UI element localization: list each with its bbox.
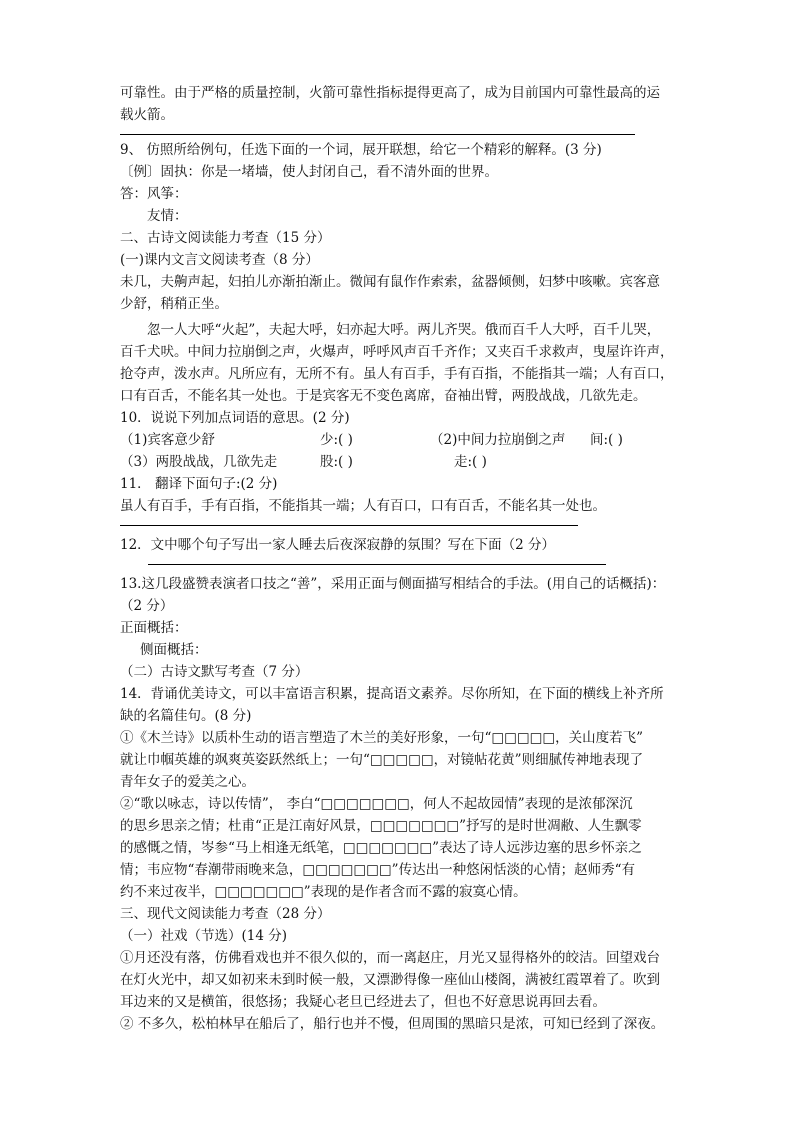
- section2-sub1-title: (一)课内文言文阅读考查（8 分）: [120, 252, 319, 268]
- q9-answer-friendship: 友情：: [147, 208, 188, 224]
- section3-sub1-title: （一）社戏（节选）(14 分): [120, 928, 288, 944]
- section2-title: 二、古诗文阅读能力考查（15 分）: [120, 230, 331, 246]
- modern-para2-line1: ② 不多久，松柏林早在船后了，船行也并不慢，但周围的黑暗只是浓，可知已经到了深夜。: [120, 1016, 665, 1032]
- q10-item2-answer[interactable]: 间:( ): [590, 432, 623, 448]
- q13-stem-line2: （2 分）: [120, 598, 174, 614]
- classical-para1-line1: 未几，夫齁声起，妇拍儿亦渐拍渐止。微闻有鼠作作索索，盆器倾侧，妇梦中咳嗽。宾客意: [120, 274, 660, 290]
- q10-item4-answer[interactable]: 走:( ): [454, 454, 487, 470]
- q10-item1-answer[interactable]: 少:( ): [320, 432, 353, 448]
- q11-stem: 11． 翻译下面句子:(2 分): [120, 476, 278, 492]
- q10-row2: [120, 451, 680, 473]
- modern-para1-line2: 在灯火光中，却又如初来未到时候一般，又漂渺得像一座仙山楼阁，满被红霞罩着了。吹到: [120, 972, 660, 988]
- q10-item1: （1)宾客意少舒: [120, 432, 215, 448]
- q14-para2-line1: ②“歌以咏志，诗以传情”， 李白“□□□□□□□，何人不起故园情”表现的是浓郁深沉: [120, 796, 633, 812]
- q14-para1-line1: ①《木兰诗》以质朴生动的语言塑造了木兰的美好形象，一句“□□□□□，关山度若飞”: [120, 730, 644, 746]
- q14-para2-line3: 的感慨之情，岑参“马上相逢无纸笔，□□□□□□□”表达了诗人远涉边塞的思乡怀亲之: [120, 840, 642, 856]
- q14-para1-line2: 就让巾帼英雄的飒爽英姿跃然纸上；一句“□□□□□，对镜帖花黄”则细腻传神地表现了: [120, 752, 644, 768]
- q10-stem: 10．说说下列加点词语的意思。(2 分): [120, 410, 350, 426]
- q13-stem-line1: 13.这几段盛赞表演者口技之“善”，采用正面与侧面描写相结合的手法。(用自己的话概括)：: [120, 576, 666, 592]
- classical-para2-line2: 百千犬吠。中间力拉崩倒之声，火爆声，呼呼风声百千齐作；又夹百千求救声，曳屋许许声，: [120, 344, 674, 360]
- intro-line-1: 可靠性。由于严格的质量控制，火箭可靠性指标提得更高了，成为目前国内可靠性最高的运: [120, 85, 660, 101]
- q14-para2-line4: 情；韦应物“春潮带雨晚来急，□□□□□□□”传达出一种悠闲恬淡的心情；赵师秀“有: [120, 862, 635, 878]
- q14-para1-line3: 青年女子的爱美之心。: [120, 774, 255, 790]
- modern-para1-line1: ①月还没有落，仿佛看戏也并不很久似的，而一离赵庄，月光又显得格外的皎洁。回望戏台: [120, 950, 660, 966]
- q9-example: 〔例〕固执：你是一堵墙，使人封闭自己，看不清外面的世界。: [120, 164, 498, 180]
- q10-item2: （2)中间力拉崩倒之声: [430, 432, 566, 448]
- intro-line-2: 载火箭。: [120, 107, 174, 123]
- q9-answer-kite: 答：风筝：: [120, 186, 188, 202]
- q14-para2-line2: 的思乡思亲之情；杜甫“正是江南好风景，□□□□□□□”抒写的是时世凋敝、人生飘零: [120, 818, 642, 834]
- q10-item3-answer[interactable]: 股:( ): [320, 454, 353, 470]
- q14-stem-line2: 缺的名篇佳句。(8 分): [120, 708, 252, 724]
- exam-page: [120, 82, 680, 1035]
- classical-para1-line2: 少舒，稍稍正坐。: [120, 296, 228, 312]
- classical-para2-line1: 忽一人大呼“火起”，夫起大呼，妇亦起大呼。两儿齐哭。俄而百千人大呼，百千儿哭，: [147, 322, 661, 338]
- q12-stem: 12．文中哪个句子写出一家人睡去后夜深寂静的氛围？写在下面（2 分）: [120, 537, 556, 553]
- q11-sentence: 虽人有百手，手有百指，不能指其一端；人有百口，口有百舌，不能名其一处也。: [120, 498, 606, 514]
- q13-side-summary: 侧面概括：: [140, 642, 208, 658]
- q10-row1: [120, 429, 680, 451]
- classical-para2-line4: 口有百舌，不能名其一处也。于是宾客无不变色离席，奋袖出臂，两股战战，几欲先走。: [120, 388, 647, 404]
- classical-para2-line3: 抢夺声，泼水声。凡所应有，无所不有。虽人有百手，手有百指，不能指其一端；人有百口，: [120, 366, 674, 382]
- modern-para1-line3: 耳边来的又是横笛，很悠扬；我疑心老旦已经进去了，但也不好意思说再回去看。: [120, 994, 606, 1010]
- q13-front-summary: 正面概括：: [120, 620, 188, 636]
- q9-stem: 9、 仿照所给例句，任选下面的一个词，展开联想，给它一个精彩的解释。(3 分): [120, 142, 602, 158]
- q14-para2-line5: 约不来过夜半，□□□□□□□”表现的是作者含而不露的寂寞心情。: [120, 884, 527, 900]
- q10-item3: （3）两股战战，几欲先走: [120, 454, 278, 470]
- section2-sub2-title: （二）古诗文默写考查（7 分）: [120, 664, 309, 680]
- section3-title: 三、现代文阅读能力考查（28 分）: [120, 906, 331, 922]
- q14-stem-line1: 14．背诵优美诗文，可以丰富语言积累，提高语文素养。尽你所知，在下面的横线上补齐所: [120, 686, 664, 702]
